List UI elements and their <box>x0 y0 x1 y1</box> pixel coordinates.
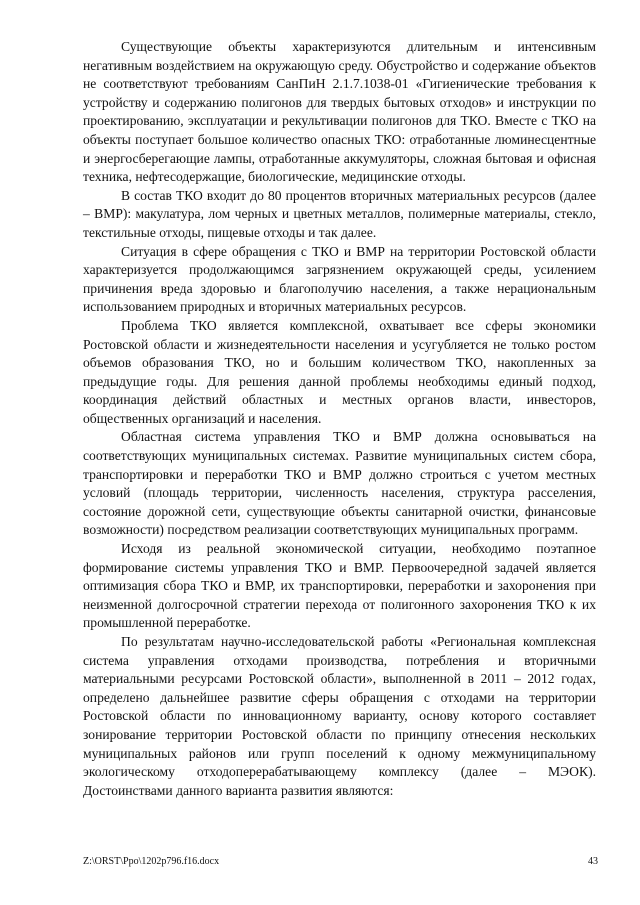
paragraph-6: Исходя из реальной экономической ситуации, необходимо поэтапное формирование системы управления ТКО и ВМР. Первоочередной задачей является оптимизация сбора ТКО и ВМР, их транспортировки, переработки и захоронения при неизменной долгосрочной стратегии перехода от полигонного захоронения ТКО к их промышленной переработке. <box>83 541 596 631</box>
paragraph-3: Ситуация в сфере обращения с ТКО и ВМР на территории Ростовской области характеризуется продолжающимся загрязнением окружающей среды, усилением причинения вреда здоровью и благополучию населения, а также нерациональным использованием природных и вторичных материальных ресурсов. <box>83 243 596 315</box>
paragraph-1: Существующие объекты характеризуются длительным и интенсивным негативным воздействием на окружающую среду. Обустройство и содержание объектов не соответствуют требованиям СанПиН 2.1.7.1038-01 «Гигиенические требования к устройству и содержанию полигонов для твердых бытовых отходов» и инструкции по проектированию, эксплуатации и рекультивации полигонов для ТКО. Вместе с ТКО на объекты поступает большое количество опасных ТКО: отработанные люминесцентные и энергосберегающие лампы, отработанные аккумуляторы, сложная бытовая и офисная техника, нефтесодержащие, биологические, медицинские отходы. <box>83 39 596 185</box>
paragraph-2: В состав ТКО входит до 80 процентов вторичных материальных ресурсов (далее – ВМР): макулатура, лом черных и цветных металлов, полимерные материалы, стекло, текстильные отходы, пищевые отходы и так далее. <box>83 187 596 240</box>
paragraph-7: По результатам научно-исследовательской работы «Региональная комплексная система управления отходами производства, потребления и вторичными материальными ресурсами Ростовской области», выполненной в 2011 – 2012 годах, определено дальнейшее развитие сферы обращения с отходами на территории Ростовской области по инновационному варианту, основу которого составляет зонирование территории Ростовской области по принципу отнесения нескольких муниципальных районов или групп поселений к одному межмуниципальному экологическому отходоперерабатывающему комплексу (далее – МЭОК). Достоинствами данного варианта развития являются: <box>83 634 596 798</box>
paragraph-4: Проблема ТКО является комплексной, охватывает все сферы экономики Ростовской области и жизнедеятельности населения и усугубляется не только ростом объемов образования ТКО, но и большим количеством ТКО, накопленных за предыдущие годы. Для решения данной проблемы необходимы единый подход, координация действий областных и местных органов власти, инвесторов, общественных организаций и населения. <box>83 317 596 426</box>
paragraph-5: Областная система управления ТКО и ВМР должна основываться на соответствующих муниципальных системах. Развитие муниципальных систем сбора, транспортировки и переработки ТКО и ВМР должно строиться с учетом местных условий (площадь территории, численность населения, структура расселения, состояние дорожной сети, существующие объекты санитарной очистки, финансовые возможности) посредством реализации соответствующих муниципальных программ. <box>83 429 596 538</box>
footer-page-number: 43 <box>588 856 598 867</box>
document-body <box>83 38 596 800</box>
footer-file-path: Z:\ORST\Ppo\1202p796.f16.docx <box>83 856 220 867</box>
